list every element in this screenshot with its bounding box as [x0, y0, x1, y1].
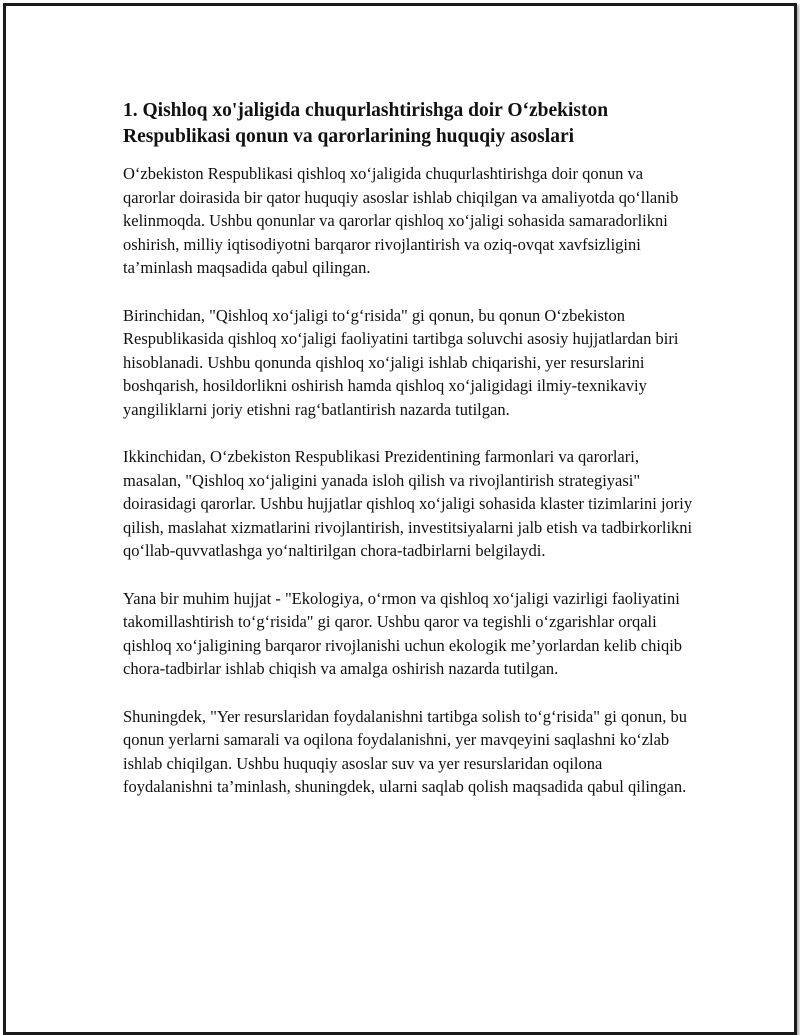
paragraph-ecology-decision: Yana bir muhim hujjat - "Ekologiya, o‘rmon va qishloq xo‘jaligi vazirligi faoliyatini takomillashtirish to‘g‘risida" gi qaror. Ushbu qaror va tegishli o‘zgarishlar orqali qishloq xo‘jaligining barqaror rivojlanishi uchun ekologik me’yorlardan kelib chiqib chora-tadbirlar ishlab chiqish va amalga oshirish nazarda tutilgan.	[123, 588, 683, 678]
paragraph-presidential-decrees: Ikkinchidan, O‘zbekiston Respublikasi Prezidentining farmonlari va qarorlari, masalan, "Qishloq xo‘jaligini yanada isloh qilish va rivojlantirish strategiyasi" doirasidagi qarorlar. Ushbu hujjatlar qishloq xo‘jaligi sohasida klaster tizimlarini joriy qilish, maslahat xizmatlarini rivojlantirish, investitsiyalarni jalb etish va tadbirkorlikni qo‘llab-quvvatlashga yo‘naltirilgan chora-tadbirlarni belgilaydi.	[123, 447, 693, 560]
section-heading: 1. Qishloq xo'jaligida chuqurlashtirishga doir O‘zbekiston Respublikasi qonun va qarorlarining huquqiy asoslari	[123, 100, 609, 147]
paragraph-first-law: Birinchidan, "Qishloq xo‘jaligi to‘g‘risida" gi qonun, bu qonun O‘zbekiston Respublikasida qishloq xo‘jaligi faoliyatini tartibga soluvchi asosiy hujjatlardan biri hisoblanadi. Ushbu qonunda qishloq xo‘jaligi ishlab chiqarishi, yer resurslarini boshqarish, hosildorlikni oshirish hamda qishloq xo‘jaligidagi ilmiy-texnikaviy yangiliklarni joriy etishni rag‘batlantirish nazarda tutilgan.	[123, 305, 679, 419]
page-frame	[3, 3, 797, 1035]
document-content	[123, 98, 693, 823]
paragraph-intro: O‘zbekiston Respublikasi qishloq xo‘jaligida chuqurlashtirishga doir qonun va qarorlar doirasida bir qator huquqiy asoslar ishlab chiqilgan va amaliyotda qo‘llanib kelinmoqda. Ushbu qonunlar va qarorlar qishloq xo‘jaligi sohasida samaradorlikni oshirish, milliy iqtisodiyotni barqaror rivojlantirish va oziq-ovqat xavfsizligini ta’minlash maqsadida qabul qilingan.	[123, 164, 679, 277]
paragraph-land-resources-law: Shuningdek, "Yer resurslaridan foydalanishni tartibga solish to‘g‘risida" gi qonun, bu qonun yerlarni samarali va oqilona foydalanishni, yer mavqeyini saqlashni ko‘zlab ishlab chiqilgan. Ushbu huquqiy asoslar suv va yer resurslaridan oqilona foydalanishni ta’minlash, shuningdek, ularni saqlab qolish maqsadida qabul qilingan.	[123, 706, 688, 796]
